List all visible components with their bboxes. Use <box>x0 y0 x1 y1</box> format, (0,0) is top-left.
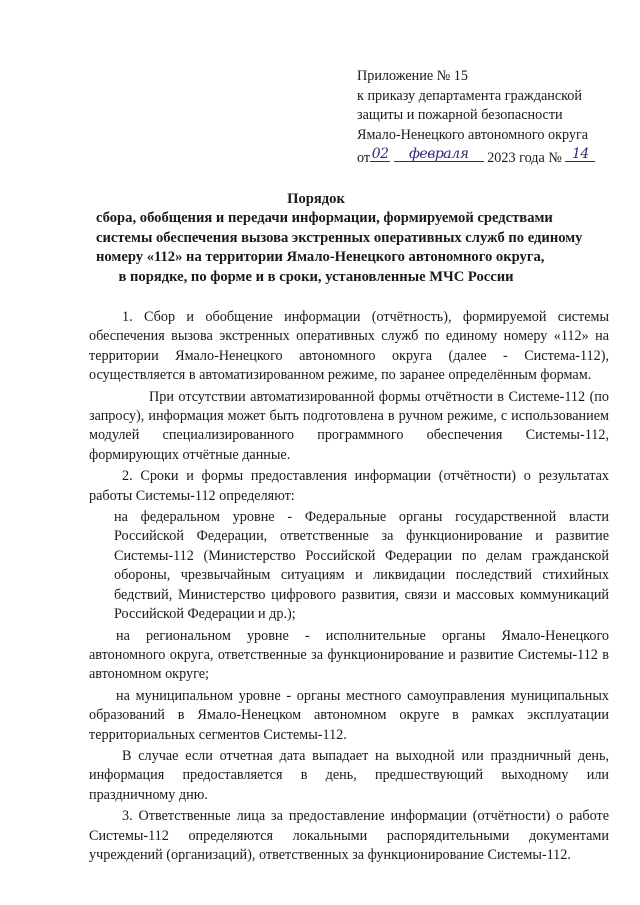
annex-department-line: защиты и пожарной безопасности <box>357 107 563 124</box>
paragraph-regional-level: на региональном уровне - исполнительные органы Ямало-Ненецкого автономного округа, ответственные за функционирование и развитие Системы-112 в автономном округе; <box>89 627 609 683</box>
handwritten-number: 14 <box>572 145 589 162</box>
month-field <box>394 146 484 162</box>
title-line-5: в порядке, по форме и в сроки, установленные МЧС России <box>118 268 514 285</box>
date-prefix: от <box>357 149 371 166</box>
title-line-4: номеру «112» на территории Ямало-Ненецкого автономного округа, <box>96 249 545 266</box>
document-body <box>89 308 609 867</box>
paragraph-holiday-rule: В случае если отчетная дата выпадает на выходной или праздничный день, информация предоставляется в день, предшествующий выходному или праздничному дню. <box>89 747 609 803</box>
annex-region-line: Ямало-Ненецкого автономного округа <box>357 127 589 144</box>
paragraph-federal-level: на федеральном уровне - Федеральные органы государственной власти Российской Федерации, ответственные за функционирование и развитие Системы-112 (Министерство Российской Федерации по делам гражданской обороны, чрезвычайным ситуациям и ликвидации последствий стихийных бедствий, Министерство цифрового развития, связи и массовых коммуникаций Российской Федерации и др.); <box>114 509 609 623</box>
title-line-3: системы обеспечения вызова экстренных оперативных служб по единому <box>96 229 583 246</box>
annex-order-line: к приказу департамента гражданской <box>357 87 582 104</box>
number-field <box>565 146 595 162</box>
title-line-1: Порядок <box>287 191 345 207</box>
paragraph-3-responsible: 3. Ответственные лица за предоставление информации (отчётности) о работе Системы-112 определяются локальными распорядительными документами учреждений (организаций), ответственных за функционирование Системы-112. <box>89 808 609 863</box>
paragraph-3: 2. Сроки и формы предоставления информации (отчётности) о результатах работы Системы-112 определяют: <box>89 468 609 504</box>
paragraph-2: При отсутствии автоматизированной формы отчётности в Системе-112 (по запросу), информация может быть подготовлена в ручном режиме, с использованием модулей специализированного программного обеспечения Системы-112, формирующих отчётные данные. <box>89 388 609 463</box>
document-title <box>96 190 583 287</box>
handwritten-month: февраля <box>408 145 469 162</box>
title-line-2: сбора, обобщения и передачи информации, формируемой средствами <box>96 210 553 227</box>
annex-date-line <box>357 146 619 169</box>
annex-header <box>357 67 619 169</box>
paragraph-1: 1. Сбор и обобщение информации (отчётность), формируемой системы обеспечения вызова экстренных оперативных служб по единому номеру «112» на территории Ямало-Ненецкого автономного округа (далее - Система-112), осуществляется в автоматизированном режиме, по заранее определённым формам. <box>89 309 609 384</box>
paragraph-municipal-level: на муниципальном уровне - органы местного самоуправления муниципальных образований в Ямало-Ненецком автономном округе в рамках эксплуатации территориальных сегментов Системы-112. <box>89 687 609 743</box>
annex-number: Приложение № 15 <box>357 68 468 84</box>
year-text: 2023 года № <box>487 149 562 166</box>
handwritten-day: 02 <box>371 145 389 162</box>
day-field <box>370 146 390 162</box>
